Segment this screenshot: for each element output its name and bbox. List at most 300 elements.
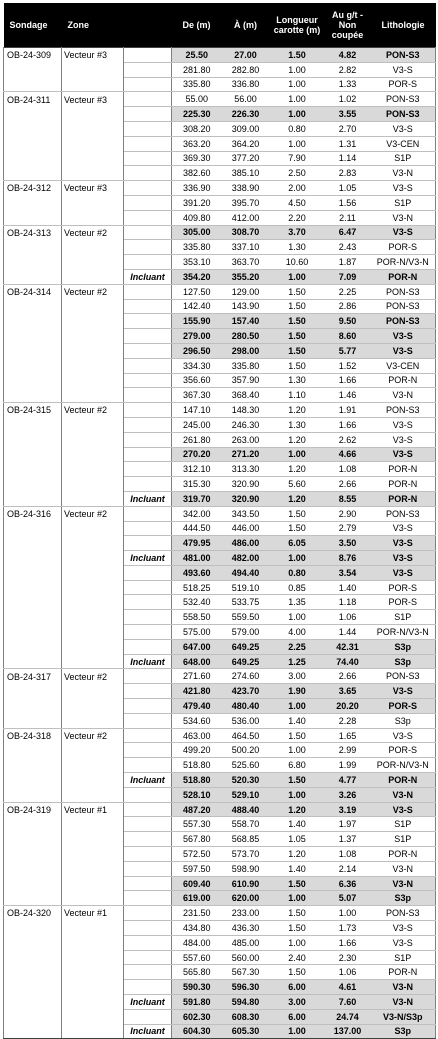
au-cell: 2.11 bbox=[325, 210, 371, 225]
table-row bbox=[4, 92, 436, 107]
zone-cell bbox=[62, 329, 124, 344]
au-cell: 1.91 bbox=[325, 403, 371, 418]
a-cell: 357.90 bbox=[222, 373, 270, 388]
lithologie-cell: V3-N bbox=[371, 210, 436, 225]
length-cell: 1.20 bbox=[270, 802, 325, 817]
sondage-cell bbox=[4, 195, 62, 210]
a-cell: 368.40 bbox=[222, 388, 270, 403]
lithologie-cell: POR-S bbox=[371, 743, 436, 758]
lithologie-cell: V3-S bbox=[371, 329, 436, 344]
lithologie-cell: V3-N bbox=[371, 166, 436, 181]
lithologie-cell: V3-S bbox=[371, 565, 436, 580]
a-cell: 129.00 bbox=[222, 284, 270, 299]
sondage-cell bbox=[4, 373, 62, 388]
de-cell: 353.10 bbox=[172, 255, 222, 270]
sondage-cell bbox=[4, 1009, 62, 1024]
a-cell: 56.00 bbox=[222, 92, 270, 107]
de-cell: 127.50 bbox=[172, 284, 222, 299]
sondage-cell bbox=[4, 935, 62, 950]
length-cell: 2.20 bbox=[270, 210, 325, 225]
sondage-cell bbox=[4, 536, 62, 551]
zone-cell bbox=[62, 610, 124, 625]
au-cell: 1.37 bbox=[325, 832, 371, 847]
table-row bbox=[4, 166, 436, 181]
lithologie-cell: POR-N bbox=[371, 462, 436, 477]
length-cell: 1.25 bbox=[270, 654, 325, 669]
table-row bbox=[4, 625, 436, 640]
au-cell: 3.65 bbox=[325, 684, 371, 699]
sondage-cell bbox=[4, 580, 62, 595]
de-cell: 335.80 bbox=[172, 240, 222, 255]
lithologie-cell: S1P bbox=[371, 151, 436, 166]
sondage-cell bbox=[4, 299, 62, 314]
zone-cell bbox=[62, 1009, 124, 1024]
au-cell: 1.66 bbox=[325, 935, 371, 950]
de-cell: 335.80 bbox=[172, 77, 222, 92]
zone-cell bbox=[62, 743, 124, 758]
au-cell: 8.60 bbox=[325, 329, 371, 344]
de-cell: 261.80 bbox=[172, 432, 222, 447]
length-cell: 1.35 bbox=[270, 595, 325, 610]
table-row bbox=[4, 48, 436, 63]
length-cell: 1.20 bbox=[270, 432, 325, 447]
length-cell: 1.10 bbox=[270, 388, 325, 403]
lithologie-cell: POR-N bbox=[371, 847, 436, 862]
table-row bbox=[4, 240, 436, 255]
length-cell: 1.30 bbox=[270, 373, 325, 388]
zone-cell: Vecteur #2 bbox=[62, 728, 124, 743]
a-cell: 567.30 bbox=[222, 965, 270, 980]
length-cell: 6.05 bbox=[270, 536, 325, 551]
de-cell: 367.30 bbox=[172, 388, 222, 403]
zone-cell bbox=[62, 595, 124, 610]
de-cell: 493.60 bbox=[172, 565, 222, 580]
table-row bbox=[4, 536, 436, 551]
de-cell: 336.90 bbox=[172, 181, 222, 196]
note-cell bbox=[124, 891, 172, 906]
a-cell: 363.70 bbox=[222, 255, 270, 270]
table-row bbox=[4, 610, 436, 625]
de-cell: 481.00 bbox=[172, 551, 222, 566]
zone-cell bbox=[62, 832, 124, 847]
table-body bbox=[4, 48, 436, 1039]
a-cell: 377.20 bbox=[222, 151, 270, 166]
au-cell: 4.82 bbox=[325, 48, 371, 63]
de-cell: 575.00 bbox=[172, 625, 222, 640]
au-cell: 2.86 bbox=[325, 299, 371, 314]
au-cell: 2.25 bbox=[325, 284, 371, 299]
lithologie-cell: V3-S bbox=[371, 935, 436, 950]
note-cell bbox=[124, 935, 172, 950]
de-cell: 155.90 bbox=[172, 314, 222, 329]
length-cell: 1.00 bbox=[270, 699, 325, 714]
zone-cell bbox=[62, 388, 124, 403]
sondage-cell bbox=[4, 521, 62, 536]
sondage-cell bbox=[4, 817, 62, 832]
a-cell: 271.20 bbox=[222, 447, 270, 462]
lithologie-cell: POR-N bbox=[371, 477, 436, 492]
a-cell: 246.30 bbox=[222, 417, 270, 432]
header-note bbox=[124, 3, 172, 48]
lithologie-cell: S1P bbox=[371, 817, 436, 832]
de-cell: 444.50 bbox=[172, 521, 222, 536]
note-cell bbox=[124, 1009, 172, 1024]
table-row bbox=[4, 669, 436, 684]
de-cell: 312.10 bbox=[172, 462, 222, 477]
note-cell bbox=[124, 136, 172, 151]
length-cell: 6.00 bbox=[270, 1009, 325, 1024]
length-cell: 7.90 bbox=[270, 151, 325, 166]
zone-cell: Vecteur #2 bbox=[62, 669, 124, 684]
table-row bbox=[4, 225, 436, 240]
lithologie-cell: PON-S3 bbox=[371, 906, 436, 921]
length-cell: 1.00 bbox=[270, 447, 325, 462]
length-cell: 1.00 bbox=[270, 787, 325, 802]
au-cell: 2.79 bbox=[325, 521, 371, 536]
drill-results-table bbox=[3, 3, 436, 1039]
table-row bbox=[4, 965, 436, 980]
lithologie-cell: V3-N bbox=[371, 995, 436, 1010]
sondage-cell: OB-24-312 bbox=[4, 181, 62, 196]
de-cell: 609.40 bbox=[172, 876, 222, 891]
zone-cell bbox=[62, 491, 124, 506]
de-cell: 225.30 bbox=[172, 107, 222, 122]
a-cell: 282.80 bbox=[222, 62, 270, 77]
zone-cell bbox=[62, 773, 124, 788]
a-cell: 488.40 bbox=[222, 802, 270, 817]
length-cell: 1.50 bbox=[270, 728, 325, 743]
au-cell: 1.08 bbox=[325, 847, 371, 862]
a-cell: 605.30 bbox=[222, 1024, 270, 1039]
zone-cell: Vecteur #3 bbox=[62, 48, 124, 63]
zone-cell bbox=[62, 121, 124, 136]
de-cell: 567.80 bbox=[172, 832, 222, 847]
table-row bbox=[4, 921, 436, 936]
zone-cell bbox=[62, 625, 124, 640]
de-cell: 479.40 bbox=[172, 699, 222, 714]
a-cell: 336.80 bbox=[222, 77, 270, 92]
au-cell: 8.55 bbox=[325, 491, 371, 506]
sondage-cell bbox=[4, 639, 62, 654]
zone-cell bbox=[62, 921, 124, 936]
sondage-cell bbox=[4, 314, 62, 329]
a-cell: 482.00 bbox=[222, 551, 270, 566]
au-cell: 1.06 bbox=[325, 610, 371, 625]
sondage-cell bbox=[4, 847, 62, 862]
sondage-cell: OB-24-316 bbox=[4, 506, 62, 521]
lithologie-cell: V3-S bbox=[371, 684, 436, 699]
a-cell: 608.30 bbox=[222, 1009, 270, 1024]
length-cell: 1.50 bbox=[270, 921, 325, 936]
note-cell bbox=[124, 462, 172, 477]
table-row bbox=[4, 861, 436, 876]
sondage-cell: OB-24-311 bbox=[4, 92, 62, 107]
a-cell: 337.10 bbox=[222, 240, 270, 255]
sondage-cell bbox=[4, 447, 62, 462]
de-cell: 590.30 bbox=[172, 980, 222, 995]
zone-cell bbox=[62, 935, 124, 950]
au-cell: 42.31 bbox=[325, 639, 371, 654]
length-cell: 1.00 bbox=[270, 92, 325, 107]
zone-cell bbox=[62, 462, 124, 477]
lithologie-cell: V3-N/S3p bbox=[371, 1009, 436, 1024]
table-row bbox=[4, 891, 436, 906]
sondage-cell: OB-24-318 bbox=[4, 728, 62, 743]
zone-cell: Vecteur #3 bbox=[62, 92, 124, 107]
note-cell bbox=[124, 195, 172, 210]
sondage-cell bbox=[4, 832, 62, 847]
note-cell bbox=[124, 506, 172, 521]
zone-cell bbox=[62, 255, 124, 270]
a-cell: 560.00 bbox=[222, 950, 270, 965]
lithologie-cell: V3-S bbox=[371, 551, 436, 566]
note-cell bbox=[124, 92, 172, 107]
a-cell: 335.80 bbox=[222, 358, 270, 373]
zone-cell bbox=[62, 195, 124, 210]
note-cell bbox=[124, 403, 172, 418]
au-cell: 4.61 bbox=[325, 980, 371, 995]
lithologie-cell: POR-N bbox=[371, 269, 436, 284]
length-cell: 1.50 bbox=[270, 284, 325, 299]
zone-cell: Vecteur #3 bbox=[62, 181, 124, 196]
a-cell: 308.70 bbox=[222, 225, 270, 240]
length-cell: 1.50 bbox=[270, 773, 325, 788]
au-cell: 1.87 bbox=[325, 255, 371, 270]
note-cell bbox=[124, 373, 172, 388]
table-row bbox=[4, 506, 436, 521]
zone-cell: Vecteur #2 bbox=[62, 403, 124, 418]
au-cell: 2.82 bbox=[325, 62, 371, 77]
table-row bbox=[4, 521, 436, 536]
table-row bbox=[4, 847, 436, 862]
table-row bbox=[4, 462, 436, 477]
length-cell: 2.40 bbox=[270, 950, 325, 965]
note-cell bbox=[124, 743, 172, 758]
au-cell: 2.70 bbox=[325, 121, 371, 136]
a-cell: 568.85 bbox=[222, 832, 270, 847]
de-cell: 354.20 bbox=[172, 269, 222, 284]
table-row bbox=[4, 210, 436, 225]
note-cell: Incluant bbox=[124, 773, 172, 788]
de-cell: 409.80 bbox=[172, 210, 222, 225]
zone-cell bbox=[62, 136, 124, 151]
table-row bbox=[4, 417, 436, 432]
lithologie-cell: V3-S bbox=[371, 181, 436, 196]
note-cell bbox=[124, 787, 172, 802]
au-cell: 3.55 bbox=[325, 107, 371, 122]
zone-cell bbox=[62, 713, 124, 728]
length-cell: 1.00 bbox=[270, 269, 325, 284]
au-cell: 3.54 bbox=[325, 565, 371, 580]
sondage-cell bbox=[4, 699, 62, 714]
lithologie-cell: POR-N/V3-N bbox=[371, 758, 436, 773]
lithologie-cell: PON-S3 bbox=[371, 48, 436, 63]
de-cell: 499.20 bbox=[172, 743, 222, 758]
note-cell: Incluant bbox=[124, 995, 172, 1010]
zone-cell bbox=[62, 314, 124, 329]
length-cell: 1.40 bbox=[270, 817, 325, 832]
a-cell: 309.00 bbox=[222, 121, 270, 136]
table-row bbox=[4, 299, 436, 314]
zone-cell bbox=[62, 817, 124, 832]
note-cell bbox=[124, 329, 172, 344]
a-cell: 594.80 bbox=[222, 995, 270, 1010]
au-cell: 5.77 bbox=[325, 343, 371, 358]
au-cell: 2.83 bbox=[325, 166, 371, 181]
table-row bbox=[4, 980, 436, 995]
sondage-cell: OB-24-319 bbox=[4, 802, 62, 817]
a-cell: 519.10 bbox=[222, 580, 270, 595]
zone-cell bbox=[62, 758, 124, 773]
table-row bbox=[4, 269, 436, 284]
a-cell: 233.00 bbox=[222, 906, 270, 921]
lithologie-cell: POR-S bbox=[371, 240, 436, 255]
sondage-cell bbox=[4, 684, 62, 699]
lithologie-cell: S3p bbox=[371, 713, 436, 728]
length-cell: 1.30 bbox=[270, 417, 325, 432]
sondage-cell bbox=[4, 743, 62, 758]
a-cell: 313.30 bbox=[222, 462, 270, 477]
zone-cell bbox=[62, 876, 124, 891]
table-row bbox=[4, 343, 436, 358]
length-cell: 1.20 bbox=[270, 462, 325, 477]
note-cell bbox=[124, 121, 172, 136]
zone-cell bbox=[62, 447, 124, 462]
sondage-cell bbox=[4, 773, 62, 788]
a-cell: 559.50 bbox=[222, 610, 270, 625]
de-cell: 334.30 bbox=[172, 358, 222, 373]
note-cell bbox=[124, 595, 172, 610]
a-cell: 157.40 bbox=[222, 314, 270, 329]
au-cell: 2.66 bbox=[325, 477, 371, 492]
lithologie-cell: V3-S bbox=[371, 225, 436, 240]
table-row bbox=[4, 447, 436, 462]
note-cell bbox=[124, 713, 172, 728]
note-cell bbox=[124, 536, 172, 551]
zone-cell bbox=[62, 565, 124, 580]
au-cell: 1.02 bbox=[325, 92, 371, 107]
length-cell: 1.30 bbox=[270, 240, 325, 255]
de-cell: 147.10 bbox=[172, 403, 222, 418]
length-cell: 1.50 bbox=[270, 329, 325, 344]
a-cell: 446.00 bbox=[222, 521, 270, 536]
a-cell: 338.90 bbox=[222, 181, 270, 196]
au-cell: 24.74 bbox=[325, 1009, 371, 1024]
a-cell: 423.70 bbox=[222, 684, 270, 699]
a-cell: 598.90 bbox=[222, 861, 270, 876]
lithologie-cell: POR-N bbox=[371, 965, 436, 980]
au-cell: 4.66 bbox=[325, 447, 371, 462]
lithologie-cell: S3p bbox=[371, 639, 436, 654]
length-cell: 1.50 bbox=[270, 299, 325, 314]
a-cell: 485.00 bbox=[222, 935, 270, 950]
a-cell: 343.50 bbox=[222, 506, 270, 521]
lithologie-cell: S3p bbox=[371, 891, 436, 906]
au-cell: 1.97 bbox=[325, 817, 371, 832]
note-cell bbox=[124, 48, 172, 63]
table-row bbox=[4, 373, 436, 388]
table-row bbox=[4, 284, 436, 299]
length-cell: 3.00 bbox=[270, 669, 325, 684]
table-row bbox=[4, 491, 436, 506]
lithologie-cell: PON-S3 bbox=[371, 92, 436, 107]
au-cell: 1.06 bbox=[325, 965, 371, 980]
au-cell: 5.07 bbox=[325, 891, 371, 906]
sondage-cell bbox=[4, 491, 62, 506]
au-cell: 1.73 bbox=[325, 921, 371, 936]
zone-cell: Vecteur #1 bbox=[62, 906, 124, 921]
a-cell: 486.00 bbox=[222, 536, 270, 551]
au-cell: 1.52 bbox=[325, 358, 371, 373]
sondage-cell bbox=[4, 551, 62, 566]
a-cell: 494.40 bbox=[222, 565, 270, 580]
zone-cell bbox=[62, 151, 124, 166]
length-cell: 1.50 bbox=[270, 521, 325, 536]
note-cell: Incluant bbox=[124, 654, 172, 669]
zone-cell bbox=[62, 373, 124, 388]
lithologie-cell: V3-N bbox=[371, 388, 436, 403]
note-cell bbox=[124, 284, 172, 299]
lithologie-cell: PON-S3 bbox=[371, 107, 436, 122]
note-cell bbox=[124, 758, 172, 773]
zone-cell bbox=[62, 699, 124, 714]
sondage-cell bbox=[4, 1024, 62, 1039]
table-row bbox=[4, 151, 436, 166]
table-row bbox=[4, 728, 436, 743]
zone-cell bbox=[62, 980, 124, 995]
lithologie-cell: V3-N bbox=[371, 787, 436, 802]
length-cell: 1.40 bbox=[270, 713, 325, 728]
header-longueur: Longueur carotte (m) bbox=[270, 3, 325, 48]
sondage-cell bbox=[4, 151, 62, 166]
au-cell: 137.00 bbox=[325, 1024, 371, 1039]
sondage-cell bbox=[4, 240, 62, 255]
lithologie-cell: POR-N/V3-N bbox=[371, 255, 436, 270]
length-cell: 4.50 bbox=[270, 195, 325, 210]
lithologie-cell: POR-N bbox=[371, 773, 436, 788]
au-cell: 1.08 bbox=[325, 462, 371, 477]
zone-cell: Vecteur #1 bbox=[62, 802, 124, 817]
au-cell: 3.19 bbox=[325, 802, 371, 817]
lithologie-cell: POR-S bbox=[371, 595, 436, 610]
note-cell bbox=[124, 240, 172, 255]
note-cell bbox=[124, 151, 172, 166]
lithologie-cell: PON-S3 bbox=[371, 403, 436, 418]
table-row bbox=[4, 77, 436, 92]
note-cell bbox=[124, 210, 172, 225]
note-cell bbox=[124, 980, 172, 995]
length-cell: 1.50 bbox=[270, 876, 325, 891]
drill-results-table-container bbox=[3, 3, 435, 1039]
zone-cell bbox=[62, 343, 124, 358]
a-cell: 412.00 bbox=[222, 210, 270, 225]
length-cell: 1.20 bbox=[270, 403, 325, 418]
de-cell: 484.00 bbox=[172, 935, 222, 950]
de-cell: 305.00 bbox=[172, 225, 222, 240]
sondage-cell bbox=[4, 625, 62, 640]
zone-cell bbox=[62, 521, 124, 536]
sondage-cell bbox=[4, 477, 62, 492]
lithologie-cell: V3-S bbox=[371, 121, 436, 136]
au-cell: 4.77 bbox=[325, 773, 371, 788]
au-cell: 2.90 bbox=[325, 506, 371, 521]
au-cell: 1.05 bbox=[325, 181, 371, 196]
a-cell: 148.30 bbox=[222, 403, 270, 418]
sondage-cell bbox=[4, 950, 62, 965]
au-cell: 2.30 bbox=[325, 950, 371, 965]
de-cell: 382.60 bbox=[172, 166, 222, 181]
lithologie-cell: V3-S bbox=[371, 62, 436, 77]
